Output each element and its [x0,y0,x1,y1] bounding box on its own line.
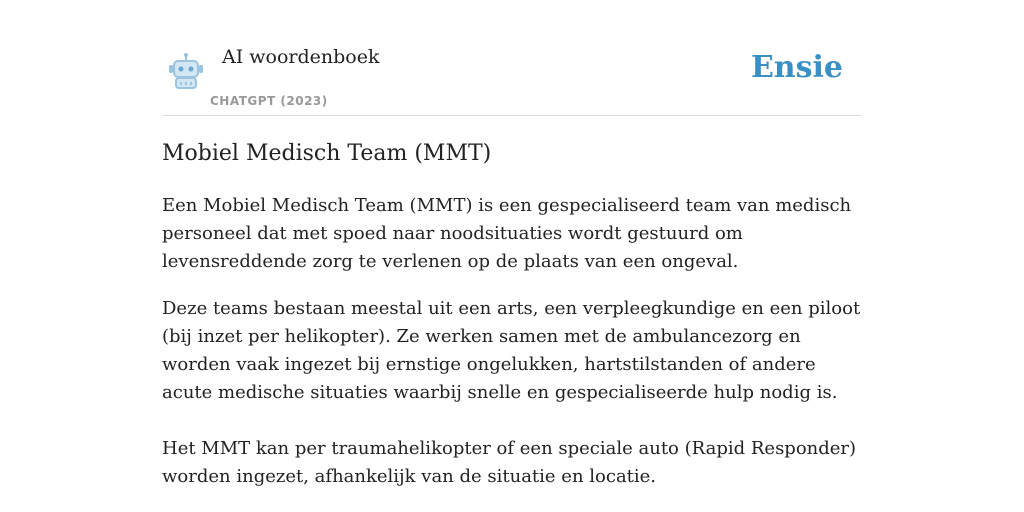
entry-content [162,138,864,491]
source-title[interactable]: AI woordenboek [222,46,380,68]
source-header [162,40,862,116]
robot-icon [166,52,206,92]
definition-paragraph-2: Deze teams bestaan meestal uit een arts, een verpleegkundige en een piloot (bij inzet per helikopter). Ze werken samen met de ambulancezorg en worden vaak ingezet bij ernstige ongelukken, hartstilstanden of andere acute medische situaties waarbij snelle en gespecialiseerde hulp nodig is. [162,298,861,403]
definition-paragraph-1: Een Mobiel Medisch Team (MMT) is een gespecialiseerd team van medisch personeel dat met spoed naar noodsituaties wordt gestuurd om levensreddende zorg te verlenen op de plaats van een ongeval. [162,195,852,272]
definition-paragraph-3: Het MMT kan per traumahelikopter of een speciale auto (Rapid Responder) worden ingezet, afhankelijk van de situatie en locatie. [162,438,857,487]
source-subtitle: CHATGPT (2023) [210,94,328,108]
ensie-logo[interactable]: Ensie [750,50,843,85]
entry-title: Mobiel Medisch Team (MMT) [162,141,492,166]
